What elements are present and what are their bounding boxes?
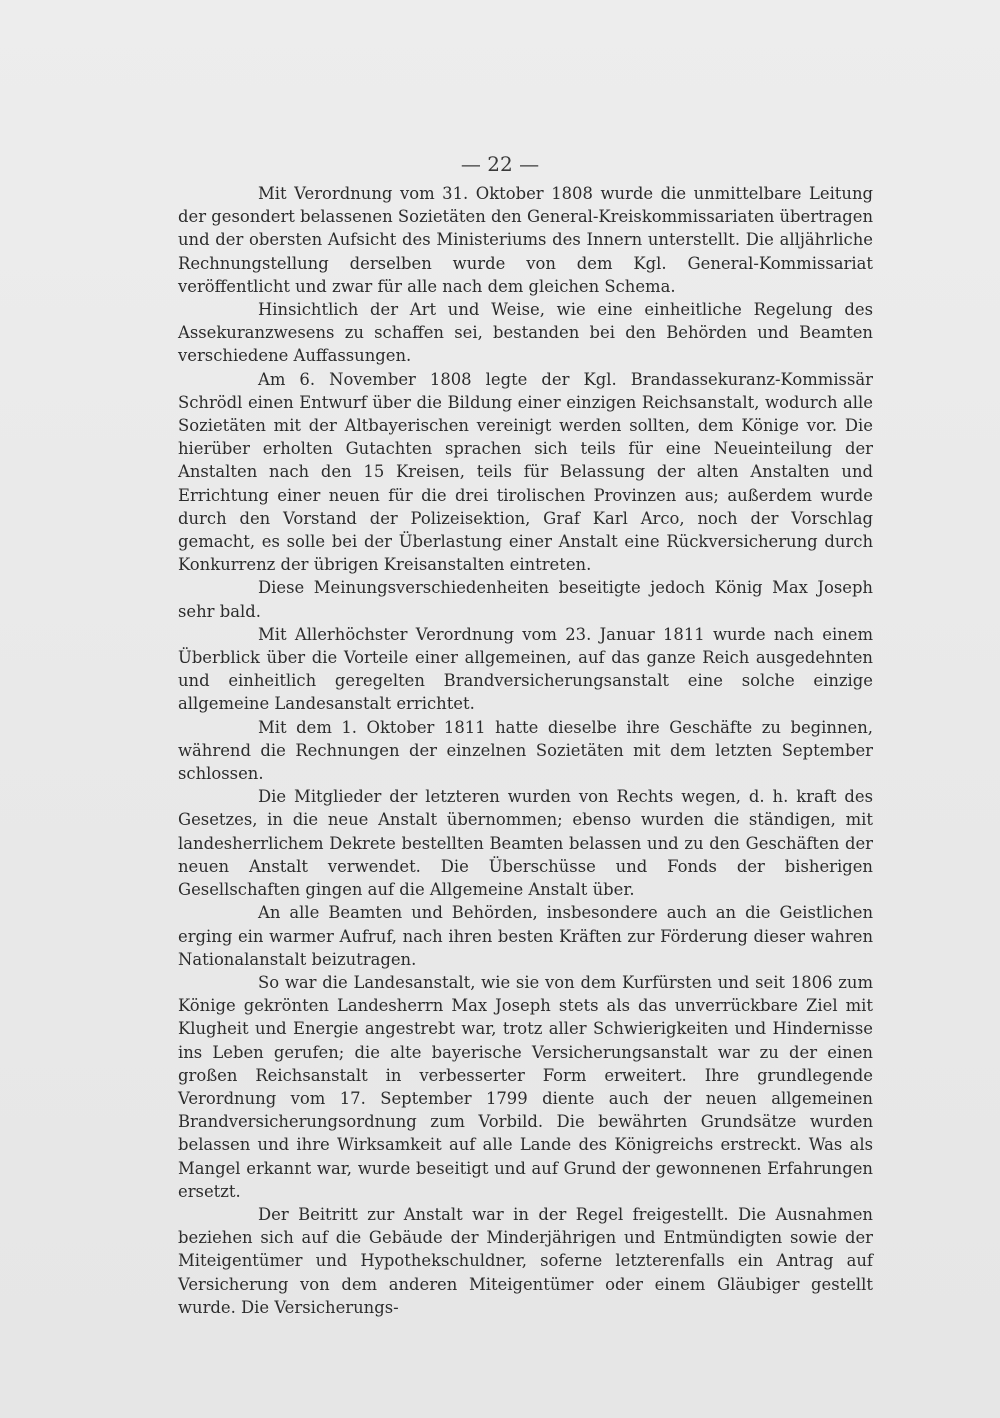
paragraph: Hinsichtlich der Art und Weise, wie eine einheitliche Regelung des Assekuranzwesens zu schaffen sei, bestanden bei den Behörden und Beamten verschiedene Auffassungen.: [178, 300, 873, 366]
paragraph: An alle Beamten und Behörden, insbesondere auch an die Geistlichen erging ein warmer Aufruf, nach ihren besten Kräften zur Förderung dieser wahren Nationalanstalt beizutragen.: [178, 903, 873, 969]
paragraph: Der Beitritt zur Anstalt war in der Regel freigestellt. Die Ausnahmen beziehen sich auf die Gebäude der Minderjährigen und Entmündigten sowie der Miteigentümer und Hypothekschuldner, soferne letzterenfalls ein Antrag auf Versicherung von dem anderen Miteigentümer oder einem Gläubiger gestellt wurde. Die Versicherungs-: [178, 1204, 873, 1317]
paragraph: Mit Allerhöchster Verordnung vom 23. Januar 1811 wurde nach einem Überblick über die Vorteile einer allgemeinen, auf das ganze Reich ausgedehnten und einheitlich geregelten Brandversicherungsanstalt eine solche einzige allgemeine Landesanstalt errichtet.: [178, 624, 873, 714]
body-text: [178, 182, 873, 1319]
paragraph: So war die Landesanstalt, wie sie von dem Kurfürsten und seit 1806 zum Könige gekrönten Landesherrn Max Joseph stets als das unverrückbare Ziel mit Klugheit und Energie angestrebt war, trotz aller Schwierigkeiten und Hindernisse ins Leben gerufen; die alte bayerische Versicherungsanstalt war zu der einen großen Reichsanstalt in verbesserter Form erweitert. Ihre grundlegende Verordnung vom 17. September 1799 diente auch der neuen allgemeinen Brandversicherungsordnung zum Vorbild. Die bewährten Grundsätze wurden belassen und ihre Wirksamkeit auf alle Lande des Königreichs erstreckt. Was als Mangel erkannt war, wurde beseitigt und auf Grund der gewonnenen Erfahrungen ersetzt.: [178, 972, 873, 1201]
paragraph: Am 6. November 1808 legte der Kgl. Brandassekuranz-Kommissär Schrödl einen Entwurf über die Bildung einer einzigen Reichsanstalt, wodurch alle Sozietäten mit der Altbayerischen vereinigt werden sollten, dem Könige vor. Die hierüber erholten Gutachten sprachen sich teils für eine Neueinteilung der Anstalten nach den 15 Kreisen, teils für Belassung der alten Anstalten und Errichtung einer neuen für die drei tirolischen Provinzen aus; außerdem wurde durch den Vorstand der Polizeisektion, Graf Karl Arco, noch der Vorschlag gemacht, es solle bei der Überlastung einer Anstalt eine Rückversicherung durch Konkurrenz der übrigen Kreisanstalten eintreten.: [178, 369, 873, 575]
paragraph: Diese Meinungsverschiedenheiten beseitigte jedoch König Max Joseph sehr bald.: [178, 578, 873, 621]
paragraph: Die Mitglieder der letzteren wurden von Rechts wegen, d. h. kraft des Gesetzes, in die neue Anstalt übernommen; ebenso wurden die ständigen, mit landesherrlichem Dekrete bestellten Beamten belassen und zu den Geschäften der neuen Anstalt verwendet. Die Überschüsse und Fonds der bisherigen Gesellschaften gingen auf die Allgemeine Anstalt über.: [178, 787, 873, 900]
paragraph: Mit dem 1. Oktober 1811 hatte dieselbe ihre Geschäfte zu beginnen, während die Rechnungen der einzelnen Sozietäten mit dem letzten September schlossen.: [178, 717, 873, 784]
page-number: — 22 —: [460, 152, 540, 176]
paragraph: Mit Verordnung vom 31. Oktober 1808 wurde die unmittelbare Leitung der gesondert belassenen Sozietäten den General-Kreiskommissariaten übertragen und der obersten Aufsicht des Ministeriums des Innern unterstellt. Die alljährliche Rechnungstellung derselben wurde von dem Kgl. General-Kommissariat veröffentlicht und zwar für alle nach dem gleichen Schema.: [178, 184, 873, 296]
